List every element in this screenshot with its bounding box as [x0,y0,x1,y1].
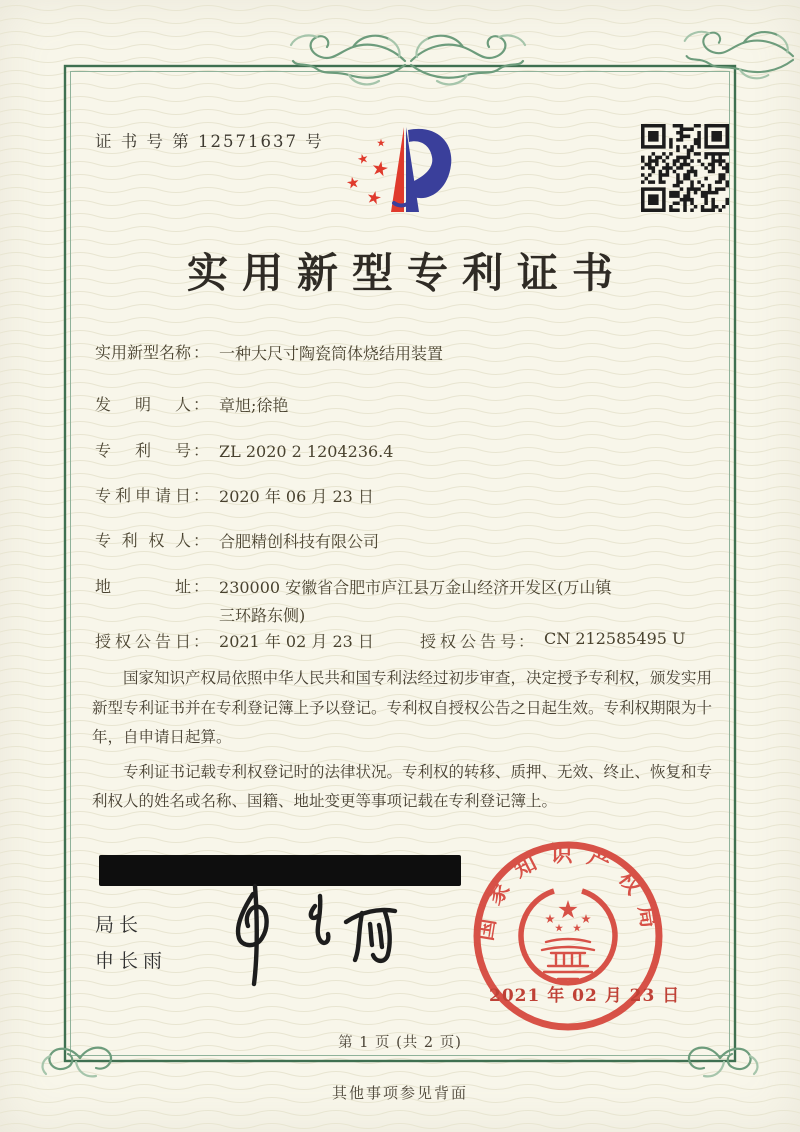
seal-date: 2021 年 02 月 23 日 [489,986,681,1006]
commissioner-title: 局长 [95,914,144,936]
field-colon: ： [193,486,210,505]
commissioner-name: 申长雨 [95,950,168,972]
legal-paragraph-1: 国家知识产权局依照中华人民共和国专利法经过初步审查，决定授予专利权，颁发实用新型专利证书并在专利登记簿上予以登记。专利权自授权公告之日起生效。专利权期限为十年，自申请日起算。 [92,669,713,746]
certificate-title: 实用新型专利证书 [187,249,627,297]
field-label: 专利号 [95,441,191,460]
field-colon: ： [193,441,210,460]
legal-paragraph-2: 专利证书记载专利权登记时的法律状况。专利权的转移、质押、无效、终止、恢复和专利权人的姓名或名称、国籍、地址变更等事项记载在专利登记簿上。 [92,762,713,810]
field-value: ZL 2020 2 1204236.4 [219,442,394,461]
field-row-name [95,340,719,368]
top-ornament-left [291,35,405,84]
field-label: 地址 [95,577,191,596]
field-value: 2020 年 06 月 23 日 [219,487,374,506]
official-seal [468,836,668,1036]
seal-text: 国家知识产权局 [471,841,665,943]
certificate-number: 证 书 号 第 12571637 号 [95,132,324,151]
national-emblem [521,891,615,983]
field-label: 专利权人 [95,531,191,550]
field-colon: ： [193,395,210,414]
field-label: 授权公告号 [420,632,516,651]
back-side-note: 其他事项参见背面 [331,1084,468,1102]
field-row-inventor [95,392,719,420]
field-row-patentee [95,528,719,556]
field-colon: ： [518,632,535,651]
field-label: 专利申请日 [95,486,191,505]
field-label: 授权公告日 [95,632,191,651]
cnipa-logo [330,112,480,227]
field-value: 230000 安徽省合肥市庐江县万金山经济开发区(万山镇三环路东侧) [219,578,612,625]
field-value: 章旭;徐艳 [219,396,289,415]
field-colon: ： [193,632,210,651]
qr-code [641,124,729,212]
commissioner-signature [215,880,415,990]
field-row-grant [95,629,686,652]
field-colon: ： [193,577,210,596]
grant-number-value: CN 212585495 U [544,629,686,648]
grant-date-value: 2021 年 02 月 23 日 [219,632,374,651]
field-row-filing-date [95,483,719,511]
legal-text [92,664,712,822]
field-value: 一种大尺寸陶瓷筒体烧结用装置 [219,344,444,363]
field-label: 实用新型名称 [95,343,192,362]
field-colon: ： [193,343,210,362]
field-colon: ： [193,531,210,550]
page-indicator: 第 1 页 (共 2 页) [338,1035,462,1051]
field-row-patent-number [95,438,719,466]
logo-stars [346,139,389,205]
field-row-address [95,574,627,630]
logo-triangle-red [391,127,404,212]
field-label: 发明人 [95,395,191,414]
logo-p-bowl [408,129,451,198]
top-ornament-right [411,35,525,84]
field-value: 合肥精创科技有限公司 [219,532,380,551]
